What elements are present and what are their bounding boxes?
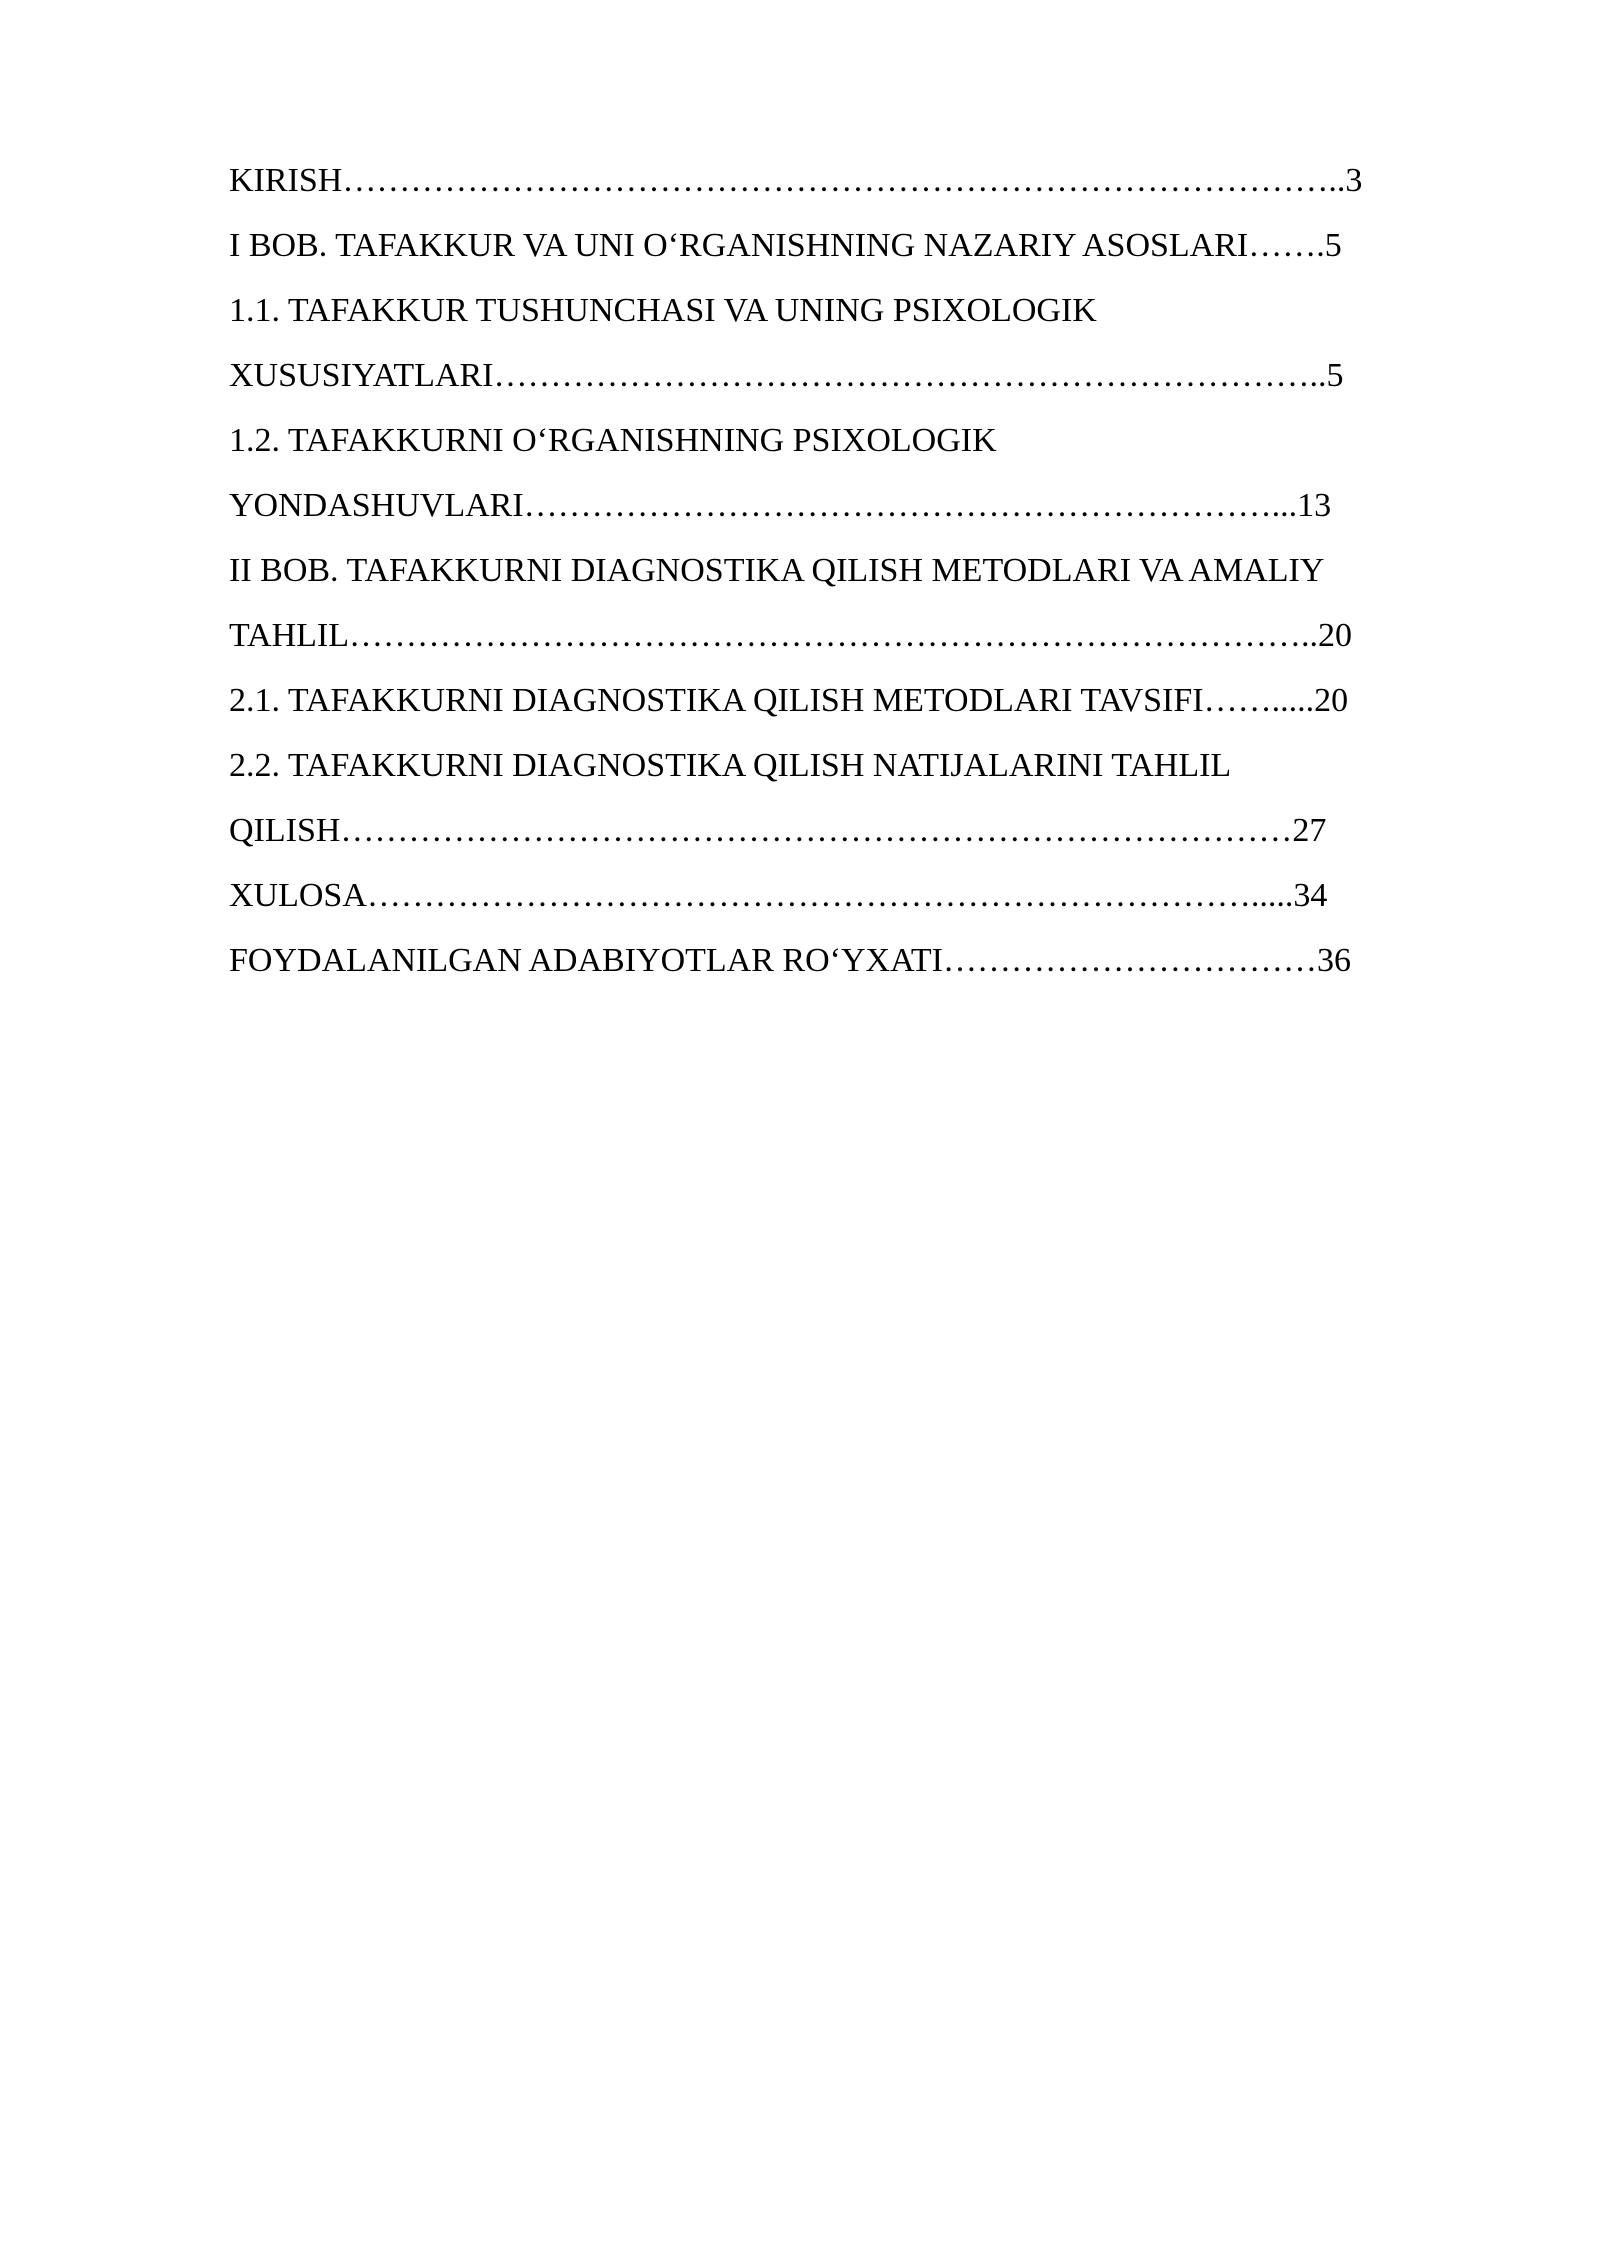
toc-entry-section-2-1: 2.1. TAFAKKURNI DIAGNOSTIKA QILISH METODLARI TAVSIFI…….....20 (229, 682, 1349, 719)
toc-entry-references: FOYDALANILGAN ADABIYOTLAR RO‘YXATI……………………………36 (229, 942, 1351, 979)
toc-entry-section-1-2: 1.2. TAFAKKURNI O‘RGANISHNING PSIXOLOGIK (229, 422, 997, 459)
toc-entry-chapter-1: I BOB. TAFAKKUR VA UNI O‘RGANISHNING NAZARIY ASOSLARI…….5 (229, 227, 1342, 264)
toc-entry-section-2-2-cont: QILISH…………………………………………………………………………27 (229, 812, 1327, 849)
toc-entry-section-1-1-cont: XUSUSIYATLARI………………………………………………………………..5 (229, 357, 1344, 394)
toc-entry-section-2-2: 2.2. TAFAKKURNI DIAGNOSTIKA QILISH NATIJALARINI TAHLIL (229, 747, 1232, 784)
toc-entry-section-1-1: 1.1. TAFAKKUR TUSHUNCHASI VA UNING PSIXOLOGIK (229, 292, 1097, 329)
toc-entry-kirish: KIRISH……………………………………………………………………………..3 (229, 162, 1363, 199)
toc-entry-chapter-2-cont: TAHLIL…………………………………………………………………………..20 (229, 617, 1353, 654)
toc-entry-chapter-2: II BOB. TAFAKKURNI DIAGNOSTIKA QILISH METODLARI VA AMALIY (229, 552, 1325, 589)
table-of-contents (229, 148, 1489, 993)
toc-entry-xulosa: XULOSA…………………………………………………………………….....34 (229, 877, 1328, 914)
toc-entry-section-1-2-cont: YONDASHUVLARI…………………………………………………………...13 (229, 487, 1332, 524)
